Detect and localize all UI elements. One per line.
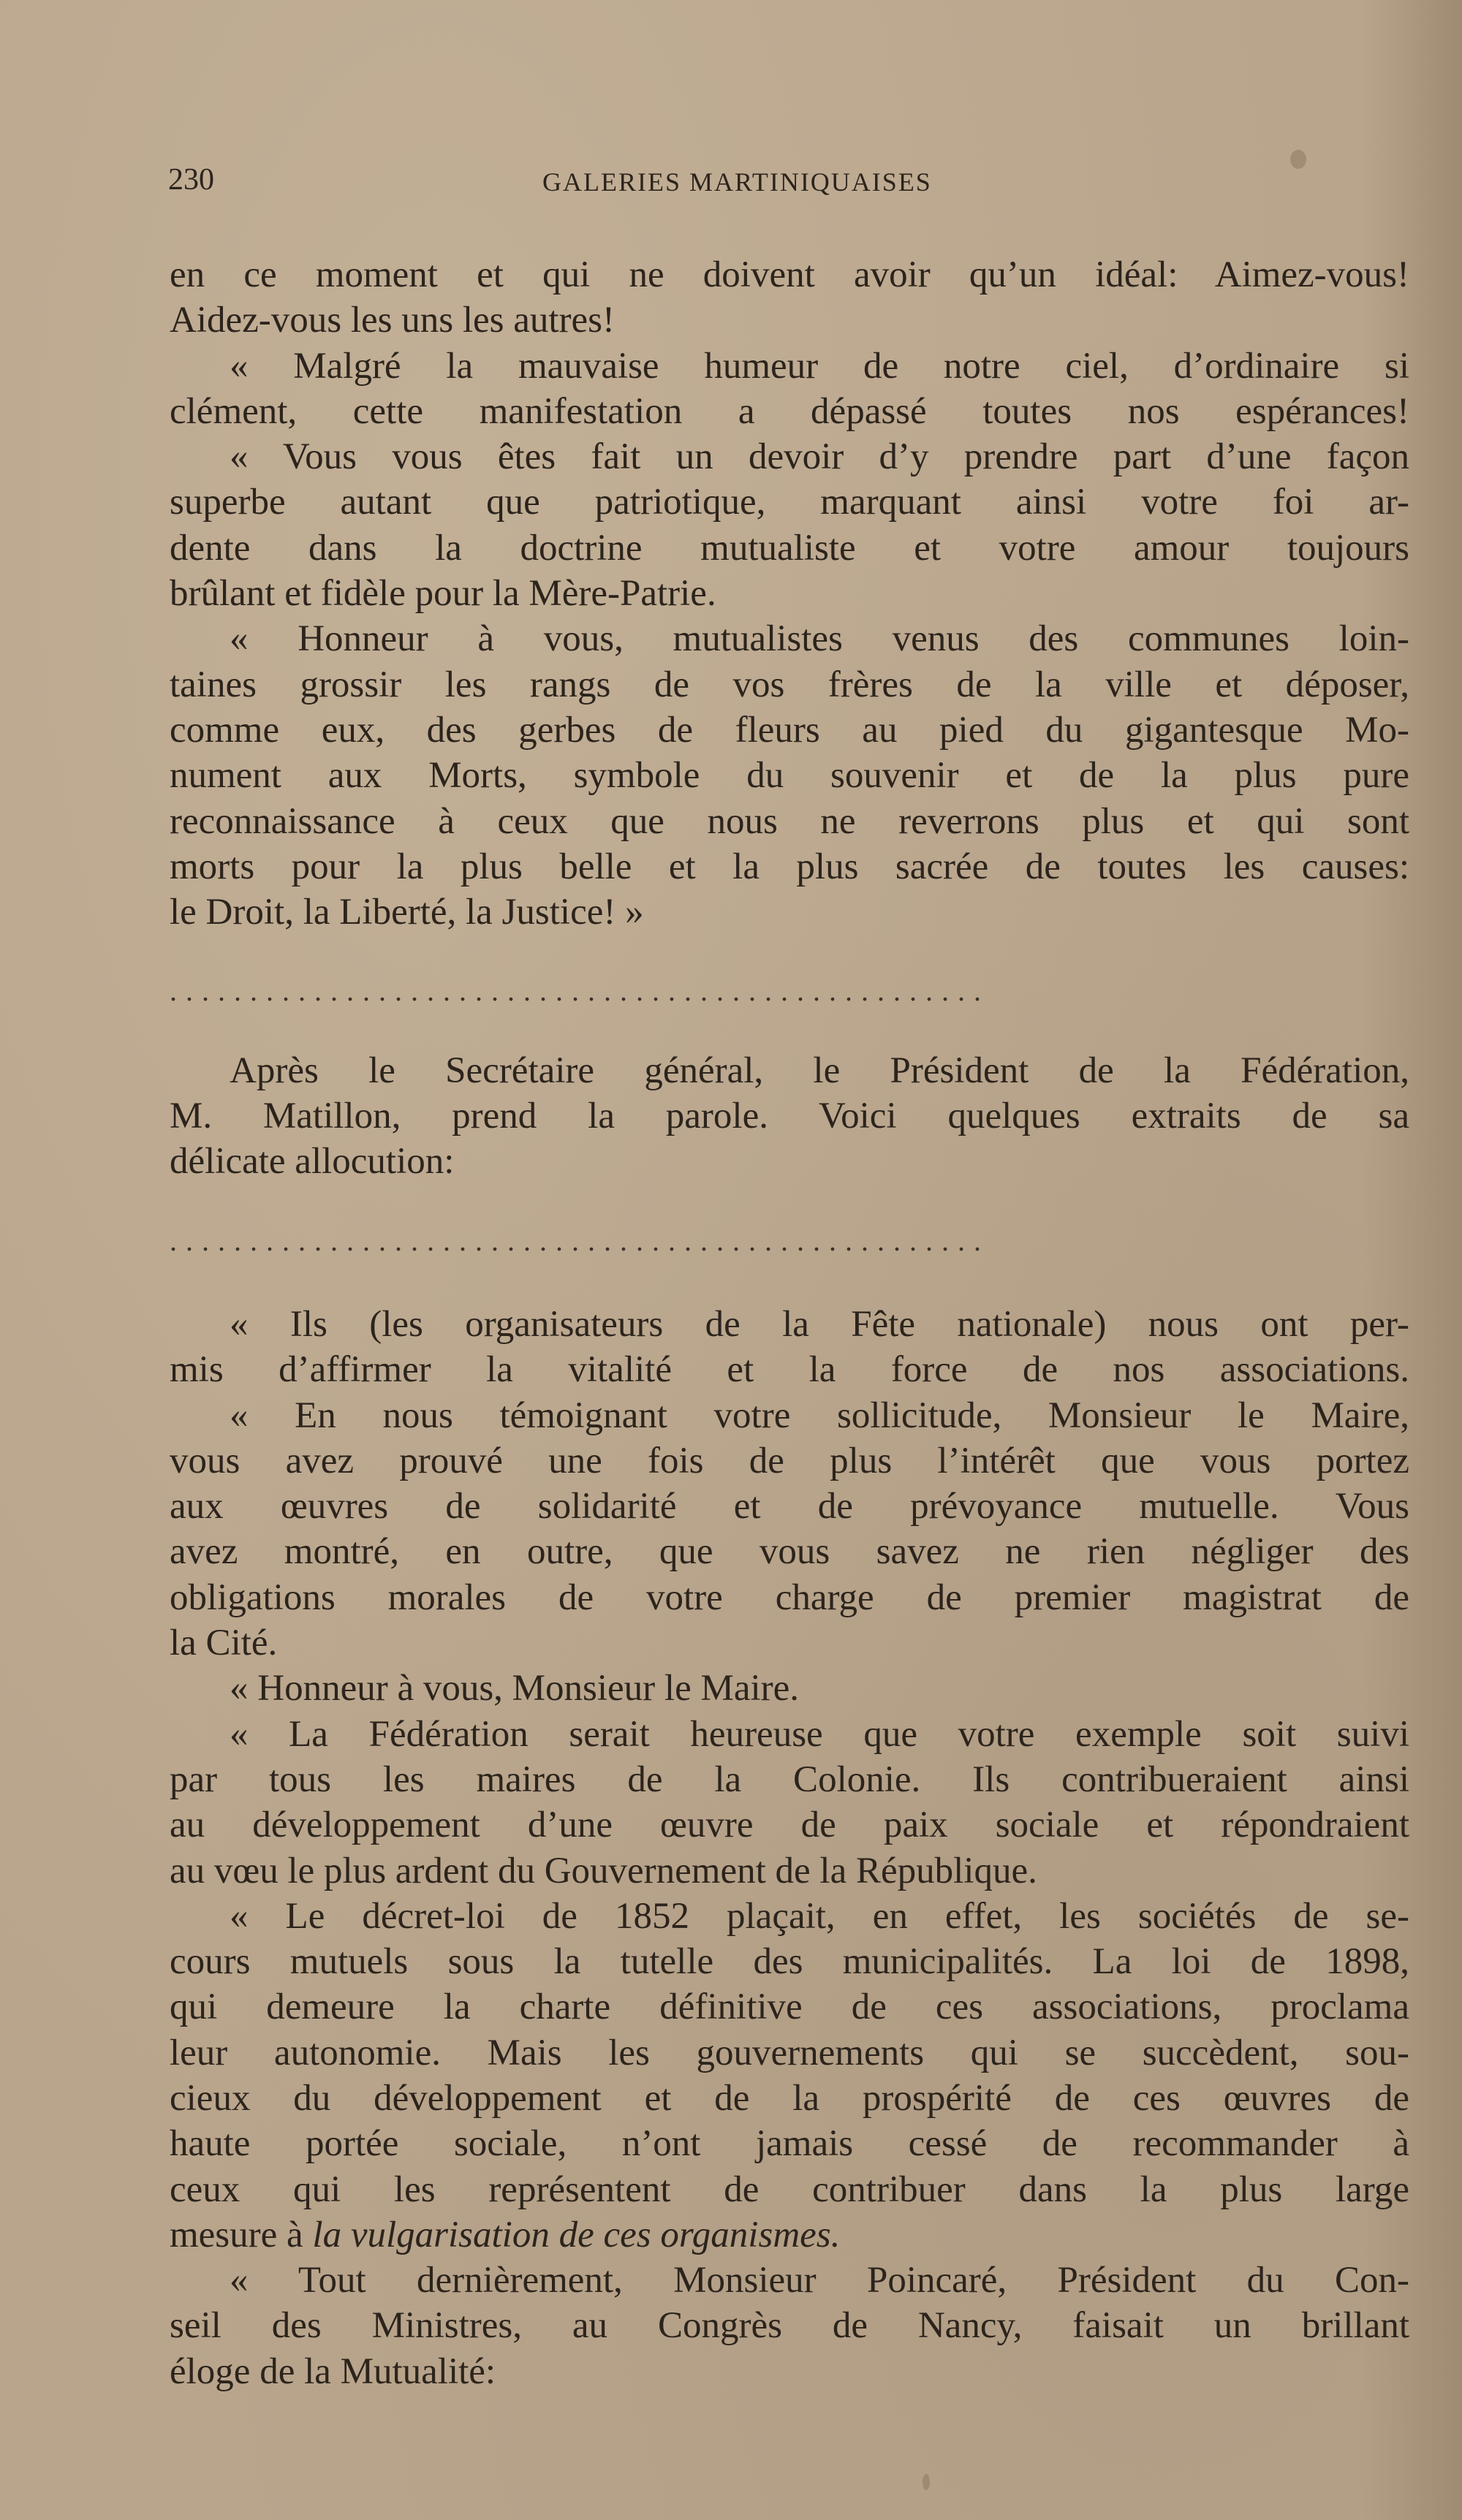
text-line: clément, cette manifestation a dépassé toutes nos espérances! <box>170 390 1409 432</box>
text-line: « Honneur à vous, Monsieur le Maire. <box>230 1668 799 1709</box>
text-line: leur autonomie. Mais les gouvernements qui se succèdent, sou- <box>170 2032 1409 2073</box>
text-line: « En nous témoignant votre sollicitude, Monsieur le Maire, <box>230 1394 1409 1436</box>
text-line: « Vous vous êtes fait un devoir d’y prendre part d’une façon <box>230 436 1409 478</box>
text-line: « Ils (les organisateurs de la Fête nationale) nous ont per- <box>230 1303 1409 1345</box>
text-line: la Cité. <box>170 1623 278 1664</box>
text-line: au développement d’une œuvre de paix sociale et répondraient <box>170 1804 1409 1846</box>
text-line: brûlant et fidèle pour la Mère-Patrie. <box>170 573 716 615</box>
text-line: « La Fédération serait heureuse que votre exemple soit suivi <box>230 1713 1409 1755</box>
text-line: « Le décret-loi de 1852 plaçait, en effet, les sociétés de se- <box>230 1895 1409 1937</box>
text-line: M. Matillon, prend la parole. Voici quelques extraits de sa <box>170 1096 1409 1137</box>
text-line: cours mutuels sous la tutelle des municipalités. La loi de 1898, <box>170 1941 1409 1983</box>
text-line: le Droit, la Liberté, la Justice! » <box>170 892 644 933</box>
text-line: taines grossir les rangs de vos frères de la ville et déposer, <box>170 664 1409 705</box>
text-line: nument aux Morts, symbole du souvenir et de la plus pure <box>170 755 1409 797</box>
text-line: par tous les maires de la Colonie. Ils contribueraient ainsi <box>170 1758 1409 1800</box>
text-line: dente dans la doctrine mutualiste et votre amour toujours <box>170 527 1409 569</box>
text-span: mesure à <box>170 2214 313 2255</box>
text-line <box>170 2212 1409 2258</box>
italic-text: la vulgarisation de ces organismes. <box>312 2214 841 2255</box>
text-line: Après le Secrétaire général, le Président de la Fédération, <box>230 1050 1409 1091</box>
text-line: haute portée sociale, n’ont jamais cessé de recommander à <box>170 2123 1409 2165</box>
page-header <box>168 162 1411 206</box>
text-line: vous avez prouvé une fois de plus l’intérêt que vous portez <box>170 1440 1409 1481</box>
text-line: éloge de la Mutualité: <box>170 2350 496 2392</box>
text-line: « Tout dernièrement, Monsieur Poincaré, Président du Con- <box>230 2260 1409 2301</box>
ellipsis-separator: ................................................... <box>170 1223 990 1257</box>
text-line: au vœu le plus ardent du Gouvernement de la République. <box>170 1850 1037 1891</box>
ellipsis-separator: ................................................... <box>170 974 990 1008</box>
text-line: ceux qui les représentent de contribuer dans la plus large <box>170 2168 1409 2210</box>
text-line: Aidez-vous les uns les autres! <box>170 300 616 341</box>
text-line: cieux du développement et de la prospérité de ces œuvres de <box>170 2077 1409 2119</box>
text-line: aux œuvres de solidarité et de prévoyance mutuelle. Vous <box>170 1486 1409 1527</box>
text-line: obligations morales de votre charge de premier magistrat de <box>170 1576 1409 1618</box>
running-title: GALERIES MARTINIQUAISES <box>542 167 932 197</box>
text-line: « Honneur à vous, mutualistes venus des communes loin- <box>230 618 1409 660</box>
body-text <box>170 252 1409 2394</box>
text-line: reconnaissance à ceux que nous ne reverrons plus et qui sont <box>170 800 1409 842</box>
text-line: morts pour la plus belle et la plus sacrée de toutes les causes: <box>170 846 1409 887</box>
text-line: mis d’affirmer la vitalité et la force de nos associations. <box>170 1349 1409 1391</box>
text-line: avez montré, en outre, que vous savez ne rien négliger des <box>170 1531 1409 1573</box>
text-line: comme eux, des gerbes de fleurs au pied du gigantesque Mo- <box>170 709 1409 751</box>
text-line: seil des Ministres, au Congrès de Nancy, faisait un brillant <box>170 2305 1409 2347</box>
text-line: délicate allocution: <box>170 1141 455 1183</box>
page-number: 230 <box>168 163 214 197</box>
text-line: en ce moment et qui ne doivent avoir qu’un idéal: Aimez-vous! <box>170 254 1409 295</box>
paper-stain <box>923 2474 930 2490</box>
text-line: qui demeure la charte définitive de ces associations, proclama <box>170 1986 1409 2028</box>
text-line: superbe autant que patriotique, marquant ainsi votre foi ar- <box>170 482 1409 523</box>
text-line: « Malgré la mauvaise humeur de notre ciel, d’ordinaire si <box>230 345 1409 387</box>
